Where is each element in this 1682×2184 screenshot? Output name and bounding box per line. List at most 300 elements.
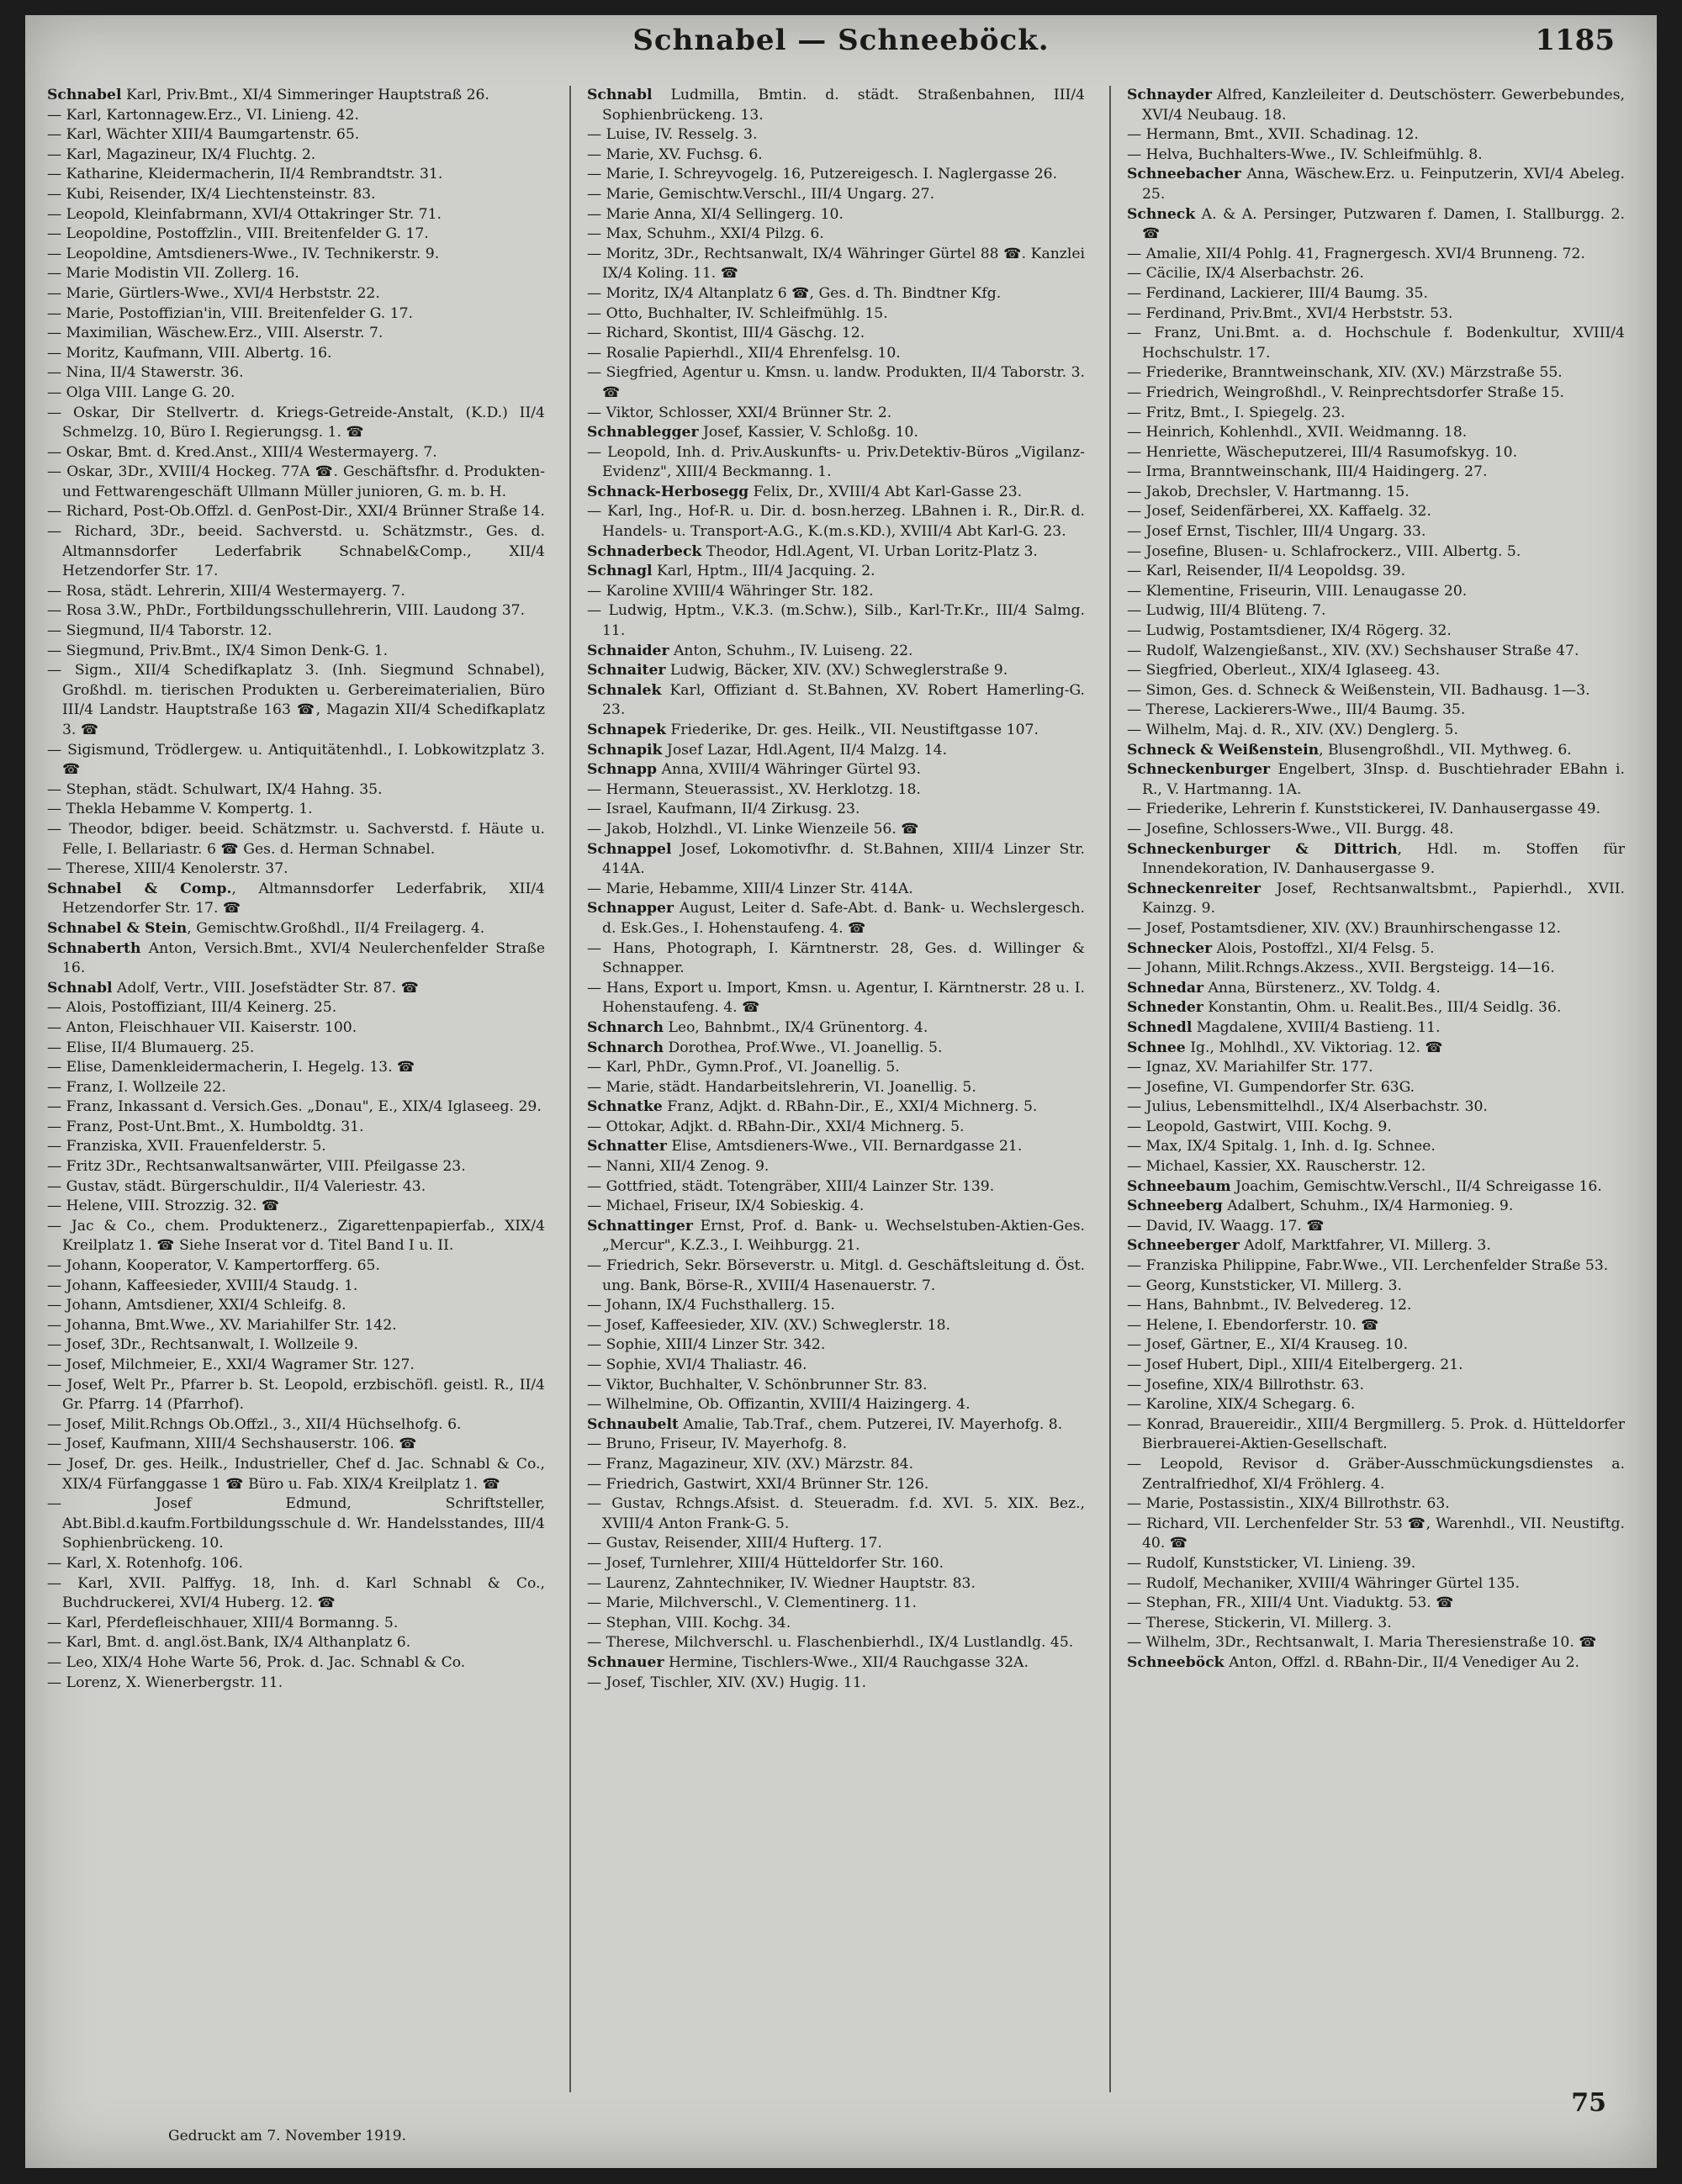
directory-entry [587, 681, 1085, 721]
directory-entry [1127, 1058, 1625, 1078]
directory-entry [587, 185, 1085, 205]
entry-text: — David, IV. Waagg. 17. ☎ [1127, 1217, 1325, 1235]
entry-text: Karl, Offiziant d. St.Bahnen, XV. Robert Hamerling-G. 23. [602, 681, 1085, 719]
page-number: 1185 [1535, 24, 1615, 57]
entry-text: — Therese, Milchverschl. u. Flaschenbierhdl., IX/4 Lustlandlg. 45. [587, 1634, 1074, 1652]
directory-entry [1127, 1177, 1625, 1198]
directory-entry [47, 1574, 545, 1614]
entry-text: — Elise, II/4 Blumauerg. 25. [47, 1039, 255, 1056]
entry-text: — Sophie, XVI/4 Thaliastr. 46. [587, 1356, 807, 1373]
directory-entry [587, 1296, 1085, 1316]
directory-entry [587, 1395, 1085, 1415]
entry-text: — Helene, VIII. Strozzig. 32. ☎ [47, 1198, 280, 1215]
entry-surname: Schnaubelt [587, 1415, 679, 1433]
entry-text: — Josef, Welt Pr., Pfarrer b. St. Leopold, erzbischöfl. geistl. R., II/4 Gr. Pfarrg. 14 (Pfarrhof). [47, 1376, 545, 1414]
directory-entry [587, 1674, 1085, 1694]
directory-entry [47, 661, 545, 740]
entry-text: Ludwig, Bäcker, XIV. (XV.) Schweglerstraße 9. [665, 662, 1008, 680]
entry-text: Alois, Postoffzl., XI/4 Felsg. 5. [1212, 939, 1435, 957]
entry-text: — Stephan, städt. Schulwart, IX/4 Hahng. 35. [47, 780, 383, 798]
entry-text: — Josef, Turnlehrer, XIII/4 Hütteldorfer Str. 160. [587, 1554, 944, 1572]
directory-entry [47, 522, 545, 582]
directory-entry [47, 1356, 545, 1376]
entry-text: — Thekla Hebamme V. Kompertg. 1. [47, 801, 313, 818]
entry-text: — Josef, Seidenfärberei, XX. Kaffaelg. 32. [1127, 503, 1431, 521]
entry-text: Magdalene, XVIII/4 Bastieng. 11. [1192, 1018, 1441, 1036]
entry-text: Ludmilla, Bmtin. d. städt. Straßenbahnen, III/4 Sophienbrückeng. 13. [602, 87, 1085, 124]
entry-text: — Ottokar, Adjkt. d. RBahn-Dir., XXI/4 Michnerg. 5. [587, 1118, 965, 1135]
entry-text: — Jac & Co., chem. Produktenerz., Zigarettenpapierfab., XIX/4 Kreilplatz 1. ☎ Siehe Inserat vor d. Titel Band I u. II. [47, 1217, 545, 1255]
entry-text: — Josef, Tischler, XIV. (XV.) Hugig. 11. [587, 1674, 867, 1691]
entry-surname: Schnabel [47, 87, 122, 103]
directory-entry [47, 1633, 545, 1653]
directory-entry [587, 601, 1085, 641]
directory-entry [587, 1097, 1085, 1118]
directory-entry [47, 880, 545, 919]
entry-text: — Marie, I. Schreyvogelg. 16, Putzereigesch. I. Naglergasse 26. [587, 166, 1058, 183]
entry-surname: Schnabel & Comp. [47, 880, 232, 897]
directory-entry [1127, 284, 1625, 304]
directory-entry [1127, 1415, 1625, 1455]
directory-entry [47, 1455, 545, 1494]
entry-text: — Richard, VII. Lerchenfelder Str. 53 ☎, Warenhdl., VII. Neustiftg. 40. ☎ [1127, 1515, 1625, 1552]
entry-text: Franz, Adjkt. d. RBahn-Dir., E., XXI/4 Michnerg. 5. [662, 1098, 1038, 1116]
directory-entry [587, 820, 1085, 840]
directory-entry [1127, 1296, 1625, 1316]
entry-text: — Siegmund, II/4 Taborstr. 12. [47, 622, 272, 640]
entry-text: — Fritz 3Dr., Rechtsanwaltsanwärter, VIII. Pfeilgasse 23. [47, 1158, 466, 1176]
entry-text: , Altmannsdorfer Lederfabrik, XII/4 Hetzendorfer Str. 17. ☎ [62, 880, 545, 917]
entry-text: Ernst, Prof. d. Bank- u. Wechselstuben-Aktien-Ges. „Mercur", K.Z.3., I. Weihburgg. 21. [602, 1217, 1085, 1255]
entry-text: — Siegfried, Agentur u. Kmsn. u. landw. Produkten, II/4 Taborstr. 3. ☎ [587, 364, 1085, 401]
directory-entry [1127, 86, 1625, 125]
column-divider [569, 86, 571, 2092]
entry-text: Josef, Lokomotivfhr. d. St.Bahnen, XIII/4 Linzer Str. 414A. [602, 840, 1085, 878]
directory-entry [1127, 1236, 1625, 1256]
directory-entry [47, 939, 545, 979]
directory-entry [47, 820, 545, 859]
directory-entry [587, 1494, 1085, 1534]
entry-text: — Johann, Kaffeesieder, XVIII/4 Staudg. 1. [47, 1277, 358, 1294]
directory-entry [587, 1376, 1085, 1396]
directory-entry [1127, 1217, 1625, 1237]
entry-text: — Stephan, VIII. Kochg. 34. [587, 1614, 791, 1631]
entry-text: — Rosalie Papierhdl., XII/4 Ehrenfelsg. 10. [587, 344, 901, 362]
entry-surname: Schneeböck [1127, 1653, 1224, 1671]
entry-text: — Ludwig, Postamtsdiener, IX/4 Rögerg. 32. [1127, 622, 1452, 640]
directory-entry [587, 1118, 1085, 1138]
directory-entry [1127, 1455, 1625, 1494]
entry-text: — Richard, Skontist, III/4 Gäschg. 12. [587, 325, 865, 342]
directory-entry [1127, 483, 1625, 503]
directory-entry [1127, 959, 1625, 979]
directory-entry [47, 86, 545, 106]
entry-text: Josef, Kassier, V. Schloßg. 10. [698, 424, 918, 442]
entry-text: — Klementine, Friseurin, VIII. Lenaugasse 20. [1127, 582, 1468, 600]
entry-text: Elise, Amtsdieners-Wwe., VII. Bernardgasse 21. [666, 1138, 1023, 1155]
directory-entry [587, 145, 1085, 166]
entry-text: August, Leiter d. Safe-Abt. d. Bank- u. Wechslergesch. d. Esk.Ges., I. Hohenstaufeng. 4. ☎ [602, 900, 1085, 937]
entry-text: — Karl, XVII. Palffyg. 18, Inh. d. Karl Schnabl & Co., Buchdruckerei, XVI/4 Huberg. 12. ☎ [47, 1574, 545, 1612]
entry-text: — Marie, Milchverschl., V. Clementinerg. 11. [587, 1594, 917, 1612]
directory-entry [1127, 1197, 1625, 1217]
directory-entry [1127, 1039, 1625, 1059]
directory-entry [1127, 1157, 1625, 1177]
entry-text: — Max, IX/4 Spitalg. 1, Inh. d. Ig. Schnee. [1127, 1138, 1436, 1155]
entry-text: — Simon, Ges. d. Schneck & Weißenstein, VII. Badhausg. 1—3. [1127, 681, 1590, 699]
entry-text: — Josef, Kaufmann, XIII/4 Sechshauserstr. 106. ☎ [47, 1436, 417, 1453]
directory-entry [47, 1058, 545, 1078]
directory-entry [1127, 423, 1625, 443]
directory-entry [587, 1256, 1085, 1296]
entry-surname: Schnatter [587, 1138, 667, 1155]
directory-entry [587, 1177, 1085, 1198]
directory-page [25, 15, 1657, 2168]
entry-text: — Marie, XV. Fuchsg. 6. [587, 145, 763, 163]
directory-entry [1127, 1554, 1625, 1574]
directory-entry [1127, 840, 1625, 880]
directory-entry [1127, 1653, 1625, 1674]
directory-entry [587, 245, 1085, 284]
entry-text: — Franz, I. Wollzeile 22. [47, 1078, 226, 1096]
directory-entry [47, 1653, 545, 1674]
entry-text: — Friedrich, Weingroßhdl., V. Reinprechtsdorfer Straße 15. [1127, 383, 1565, 401]
column-1 [47, 86, 545, 2092]
entry-text: — Jakob, Holzhdl., VI. Linke Wienzeile 56. ☎ [587, 820, 919, 838]
entry-text: — Therese, Lackierers-Wwe., III/4 Baumg. 35. [1127, 701, 1466, 719]
entry-text: — Johanna, Bmt.Wwe., XV. Mariahilfer Str. 142. [47, 1316, 397, 1334]
entry-text: — Leopoldine, Amtsdieners-Wwe., IV. Technikerstr. 9. [47, 245, 440, 262]
directory-entry [47, 205, 545, 225]
entry-text: — Wilhelm, 3Dr., Rechtsanwalt, I. Maria Theresienstraße 10. ☎ [1127, 1634, 1597, 1652]
entry-text: — Marie, städt. Handarbeitslehrerin, VI. Joanellig. 5. [587, 1078, 976, 1096]
directory-entry [1127, 562, 1625, 582]
entry-text: — Gottfried, städt. Totengräber, XIII/4 Lainzer Str. 139. [587, 1177, 995, 1195]
entry-text: — Richard, 3Dr., beeid. Sachverstd. u. Schätzmstr., Ges. d. Altmannsdorfer Lederfabrik Schnabel&Comp., XII/4 Hetzendorfer Str. 17. [47, 523, 545, 580]
entry-text: Karl, Priv.Bmt., XI/4 Simmeringer Hauptstraß 26. [121, 87, 489, 103]
entry-text: — Franz, Uni.Bmt. a. d. Hochschule f. Bodenkultur, XVIII/4 Hochschulstr. 17. [1127, 325, 1625, 362]
directory-entry [587, 1356, 1085, 1376]
page-title: Schnabel — Schneeböck. [632, 24, 1050, 57]
entry-surname: Schnagl [587, 563, 653, 580]
entry-text: — Josef, Gärtner, E., XI/4 Krauseg. 10. [1127, 1336, 1408, 1354]
directory-entry [47, 1277, 545, 1297]
entry-text: — Konrad, Brauereidir., XIII/4 Bergmillerg. 5. Prok. d. Hütteldorfer Bierbrauerei-Aktien-Gesellschaft. [1127, 1415, 1625, 1453]
directory-entry [47, 165, 545, 185]
directory-entry [587, 880, 1085, 900]
directory-entry [47, 1137, 545, 1157]
entry-text: Friederike, Dr. ges. Heilk., VII. Neustiftgasse 107. [665, 722, 1039, 738]
entry-surname: Schneeberger [1127, 1237, 1240, 1255]
entry-text: — Johann, Amtsdiener, XXI/4 Schleifg. 8. [47, 1297, 346, 1314]
directory-entry [587, 1078, 1085, 1098]
directory-entry [587, 542, 1085, 563]
directory-entry [1127, 522, 1625, 542]
directory-entry [587, 1574, 1085, 1594]
entry-surname: Schnauer [587, 1653, 664, 1671]
directory-entry [587, 423, 1085, 443]
entry-text: — Viktor, Buchhalter, V. Schönbrunner Str. 83. [587, 1376, 928, 1393]
entry-text: Adolf, Marktfahrer, VI. Millerg. 3. [1239, 1237, 1491, 1255]
entry-surname: Schneck [1127, 205, 1196, 223]
directory-entry [1127, 701, 1625, 721]
directory-entry [1127, 582, 1625, 602]
entry-text: — Leopold, Kleinfabrmann, XVI/4 Ottakringer Str. 71. [47, 205, 442, 223]
directory-entry [587, 1018, 1085, 1039]
entry-text: — Karl, Bmt. d. angl.öst.Bank, IX/4 Althanplatz 6. [47, 1634, 411, 1652]
directory-entry [1127, 1335, 1625, 1356]
entry-surname: Schnecker [1127, 939, 1213, 957]
directory-entry [1127, 1256, 1625, 1277]
entry-text: — Josefine, Schlossers-Wwe., VII. Burgg. 48. [1127, 820, 1454, 838]
entry-text: Anna, XVIII/4 Währinger Gürtel 93. [657, 761, 921, 779]
entry-text: — Jakob, Drechsler, V. Hartmanng. 15. [1127, 483, 1410, 500]
directory-entry [587, 1554, 1085, 1574]
entry-text: Joachim, Gemischtw.Verschl., II/4 Schreigasse 16. [1230, 1177, 1602, 1195]
directory-entry [1127, 245, 1625, 265]
entry-surname: Schnapper [587, 900, 674, 917]
directory-entry [1127, 1633, 1625, 1653]
entry-text: — Karl, Kartonnagew.Erz., VI. Linieng. 42. [47, 106, 359, 124]
entry-text: — Friederike, Lehrerin f. Kunststickerei, IV. Danhausergasse 49. [1127, 801, 1601, 818]
directory-entry [1127, 125, 1625, 145]
entry-text: — Cäcilie, IX/4 Alserbachstr. 26. [1127, 265, 1364, 283]
directory-entry [1127, 760, 1625, 800]
directory-entry [587, 1197, 1085, 1217]
directory-entry [587, 344, 1085, 364]
entry-text: — Marie, Postoffizian'in, VIII. Breitenfelder G. 17. [47, 304, 414, 322]
entry-text: — Bruno, Friseur, IV. Mayerhofg. 8. [587, 1436, 848, 1453]
entry-surname: Schnatke [587, 1098, 663, 1116]
entry-text: — Maximilian, Wäschew.Erz., VIII. Alserstr. 7. [47, 325, 383, 342]
entry-text: — Therese, Stickerin, VI. Millerg. 3. [1127, 1614, 1392, 1631]
entry-text: Ig., Mohlhdl., XV. Viktoriag. 12. ☎ [1185, 1039, 1443, 1056]
entry-text: — Hermann, Steuerassist., XV. Herklotzg. 18. [587, 780, 921, 798]
entry-text: — Karl, X. Rotenhofg. 106. [47, 1554, 243, 1572]
directory-entry [1127, 601, 1625, 621]
entry-surname: Schnarch [587, 1039, 664, 1056]
entry-text: Hermine, Tischlers-Wwe., XII/4 Rauchgasse 32A. [664, 1653, 1029, 1671]
entry-text: , Hdl. m. Stoffen für Innendekoration, IV. Danhausergasse 9. [1142, 840, 1625, 878]
directory-entry [47, 245, 545, 265]
entry-text: — Leopoldine, Postoffzlin., VIII. Breitenfelder G. 17. [47, 225, 429, 243]
entry-surname: Schneder [1127, 999, 1203, 1017]
entry-text: — Hans, Photograph, I. Kärntnerstr. 28, Ges. d. Willinger & Schnapper. [587, 939, 1085, 977]
entry-text: — Franz, Inkassant d. Versich.Ges. „Donau", E., XIX/4 Iglaseeg. 29. [47, 1098, 542, 1116]
directory-entry [1127, 1097, 1625, 1118]
entry-text: — Siegmund, Priv.Bmt., IX/4 Simon Denk-G. 1. [47, 642, 389, 659]
entry-surname: Schnapek [587, 722, 666, 738]
entry-text: Amalie, Tab.Traf., chem. Putzerei, IV. Mayerhofg. 8. [678, 1415, 1063, 1433]
entry-text: — Hans, Bahnbmt., IV. Belvedereg. 12. [1127, 1297, 1412, 1314]
entry-text: — Therese, XIII/4 Kenolerstr. 37. [47, 860, 288, 878]
directory-entry [1127, 363, 1625, 383]
directory-entry [47, 404, 545, 443]
entry-text: — Anton, Fleischhauer VII. Kaiserstr. 100. [47, 1018, 357, 1036]
entry-text: Theodor, Hdl.Agent, VI. Urban Loritz-Platz 3. [701, 542, 1038, 560]
entry-text: — Leopold, Revisor d. Gräber-Ausschmückungsdienstes a. Zentralfriedhof, XI/4 Fröhlerg. 4. [1127, 1455, 1625, 1493]
directory-entry [47, 1415, 545, 1436]
directory-entry [1127, 721, 1625, 741]
entry-text: — Olga VIII. Lange G. 20. [47, 383, 235, 401]
directory-entry [1127, 1277, 1625, 1297]
directory-entry [587, 1633, 1085, 1653]
directory-entry [47, 463, 545, 502]
entry-text: — Max, Schuhm., XXI/4 Pilzg. 6. [587, 225, 824, 243]
entry-surname: Schneckenburger & Dittrich [1127, 840, 1398, 858]
directory-entry [587, 1217, 1085, 1256]
entry-text: — Josef, Milit.Rchngs Ob.Offzl., 3., XII/4 Hüchselhofg. 6. [47, 1415, 462, 1433]
entry-text: — Otto, Buchhalter, IV. Schleifmühlg. 15. [587, 304, 888, 322]
entry-text: Leo, Bahnbmt., IX/4 Grünentorg. 4. [664, 1018, 928, 1036]
directory-entry [47, 741, 545, 780]
directory-entry [587, 304, 1085, 325]
entry-text: — Moritz, Kaufmann, VIII. Albertg. 16. [47, 344, 332, 362]
entry-text: — Leopold, Gastwirt, VIII. Kochg. 9. [1127, 1118, 1392, 1135]
entry-text: — Elise, Damenkleidermacherin, I. Hegelg. 13. ☎ [47, 1059, 415, 1076]
entry-text: — Josefine, VI. Gumpendorfer Str. 63G. [1127, 1078, 1415, 1096]
directory-entry [1127, 998, 1625, 1018]
column-divider [1109, 86, 1111, 2092]
entry-text: Anton, Offzl. d. RBahn-Dir., II/4 Venediger Au 2. [1224, 1653, 1579, 1671]
entry-text: — Franz, Post-Unt.Bmt., X. Humboldtg. 31. [47, 1118, 364, 1135]
entry-text: — Marie, Hebamme, XIII/4 Linzer Str. 414A. [587, 880, 913, 897]
directory-entry [1127, 1515, 1625, 1554]
directory-entry [47, 344, 545, 364]
entry-text: — Julius, Lebensmittelhdl., IX/4 Alserbachstr. 30. [1127, 1098, 1488, 1116]
directory-entry [47, 363, 545, 383]
directory-entry [47, 125, 545, 145]
entry-text: — Karl, Magazineur, IX/4 Fluchtg. 2. [47, 145, 316, 163]
directory-entry [587, 502, 1085, 542]
column-3 [1127, 86, 1625, 2092]
entry-text: — Josef Ernst, Tischler, III/4 Ungarg. 33. [1127, 523, 1426, 541]
entry-text: — Karl, Ing., Hof-R. u. Dir. d. bosn.herzeg. LBahnen i. R., Dir.R. d. Handels- u. Transport-A.G., K.(m.s.KD.), XVIII/4 Abt Karl-G. 23. [587, 503, 1085, 541]
entry-text: — Michael, Kassier, XX. Rauscherstr. 12. [1127, 1158, 1426, 1176]
entry-text: — Wilhelmine, Ob. Offizantin, XVIII/4 Haizingerg. 4. [587, 1396, 971, 1414]
directory-entry [1127, 1118, 1625, 1138]
entry-surname: Schneck & Weißenstein [1127, 741, 1320, 759]
entry-text: — Franz, Magazineur, XIV. (XV.) Märzstr. 84. [587, 1455, 914, 1473]
directory-entry [587, 1157, 1085, 1177]
entry-text: — Johann, Kooperator, V. Kampertorfferg. 65. [47, 1257, 380, 1275]
entry-text: — Nina, II/4 Stawerstr. 36. [47, 364, 244, 382]
entry-text: — Marie, Gemischtw.Verschl., III/4 Ungarg. 27. [587, 185, 935, 203]
entry-text: — Leopold, Inh. d. Priv.Auskunfts- u. Priv.Detektiv-Büros „Vigilanz-Evidenz", XIII/4 Beckmanng. 1. [587, 443, 1085, 481]
directory-entry [1127, 1574, 1625, 1594]
entry-surname: Schnaider [587, 642, 669, 659]
entry-text: Anton, Schuhm., IV. Luiseng. 22. [669, 642, 913, 659]
directory-entry [47, 443, 545, 463]
directory-entry [587, 443, 1085, 483]
directory-entry [47, 106, 545, 126]
entry-text: — Ludwig, Hptm., V.K.3. (m.Schw.), Silb., Karl-Tr.Kr., III/4 Salmg. 11. [587, 602, 1085, 640]
directory-entry [47, 383, 545, 404]
entry-text: — Johann, Milit.Rchngs.Akzess., XVII. Bergsteigg. 14—16. [1127, 960, 1555, 977]
directory-entry [47, 919, 545, 939]
entry-text: — Oskar, Dir Stellvertr. d. Kriegs-Getreide-Anstalt, (K.D.) II/4 Schmelzg. 10, Büro I. Regierungsg. 1. ☎ [47, 404, 545, 442]
entry-text: — Viktor, Schlosser, XXI/4 Brünner Str. 2. [587, 404, 892, 421]
directory-entry [587, 225, 1085, 245]
entry-text: — Josef, 3Dr., Rechtsanwalt, I. Wollzeile 9. [47, 1336, 358, 1354]
entry-text: — Ludwig, III/4 Blüteng. 7. [1127, 602, 1326, 620]
directory-entry [587, 165, 1085, 185]
entry-text: — Marie Modistin VII. Zollerg. 16. [47, 265, 299, 283]
directory-entry [47, 979, 545, 999]
directory-entry [587, 1594, 1085, 1614]
entry-text: — Marie Anna, XI/4 Sellingerg. 10. [587, 205, 844, 223]
entry-text: — Karoline, XIX/4 Schegarg. 6. [1127, 1396, 1356, 1414]
directory-entry [587, 741, 1085, 761]
directory-entry [47, 601, 545, 621]
directory-entry [1127, 165, 1625, 204]
entry-text: — Moritz, IX/4 Altanplatz 6 ☎, Ges. d. Th. Bindtner Kfg. [587, 284, 1002, 302]
entry-text: — Heinrich, Kohlenhdl., XVII. Weidmanng. 18. [1127, 424, 1468, 442]
entry-text: — Josef Hubert, Dipl., XIII/4 Eitelbergerg. 21. [1127, 1356, 1463, 1373]
entry-text: — Oskar, Bmt. d. Kred.Anst., XIII/4 Westermayerg. 7. [47, 443, 437, 461]
directory-entry [47, 1018, 545, 1039]
directory-entry [1127, 661, 1625, 681]
entry-text: — Hermann, Bmt., XVII. Schadinag. 12. [1127, 126, 1419, 144]
entry-surname: Schnaderbeck [587, 542, 702, 560]
entry-text: , Blusengroßhdl., VII. Mythweg. 6. [1319, 741, 1572, 759]
directory-entry [587, 1058, 1085, 1078]
entry-surname: Schneckenburger [1127, 761, 1271, 779]
signature-mark: 75 [1571, 2088, 1606, 2118]
directory-entry [1127, 820, 1625, 840]
entry-text: — Siegfried, Oberleut., XIX/4 Iglaseeg. 43. [1127, 662, 1441, 680]
entry-text: — Karl, Wächter XIII/4 Baumgartenstr. 65. [47, 126, 360, 144]
directory-entry [47, 1376, 545, 1415]
entry-text: Alfred, Kanzleileiter d. Deutschösterr. Gewerbebundes, XVI/4 Neubaug. 18. [1142, 87, 1625, 124]
entry-surname: Schnabl [587, 87, 653, 103]
entry-text: Felix, Dr., XVIII/4 Abt Karl-Gasse 23. [748, 483, 1023, 500]
directory-entry [1127, 1137, 1625, 1157]
directory-entry [47, 1078, 545, 1098]
directory-entry [587, 1455, 1085, 1475]
directory-entry [587, 483, 1085, 503]
directory-entry [587, 661, 1085, 681]
entry-surname: Schnapik [587, 741, 663, 759]
entry-text: — Karl, PhDr., Gymn.Prof., VI. Joanellig. 5. [587, 1059, 900, 1076]
entry-text: — Josefine, XIX/4 Billrothstr. 63. [1127, 1376, 1364, 1393]
directory-entry [587, 86, 1085, 125]
entry-text: — Karl, Pferdefleischhauer, XIII/4 Bormanng. 5. [47, 1614, 399, 1631]
directory-entry [1127, 205, 1625, 245]
entry-text: — Sophie, XIII/4 Linzer Str. 342. [587, 1336, 826, 1354]
entry-text: Dorothea, Prof.Wwe., VI. Joanellig. 5. [664, 1039, 943, 1056]
entry-text: — Ignaz, XV. Mariahilfer Str. 177. [1127, 1059, 1373, 1076]
directory-entry [47, 1217, 545, 1256]
directory-entry [587, 205, 1085, 225]
directory-entry [47, 780, 545, 801]
directory-entry [587, 363, 1085, 403]
directory-entry [1127, 443, 1625, 463]
directory-entry [1127, 502, 1625, 522]
entry-text: — Ferdinand, Lackierer, III/4 Baumg. 35. [1127, 284, 1428, 302]
entry-text: — Franziska Philippine, Fabr.Wwe., VII. Lerchenfelder Straße 53. [1127, 1257, 1609, 1275]
directory-entry [47, 1494, 545, 1554]
entry-text: — Sigm., XII/4 Schedifkaplatz 3. (Inh. Siegmund Schnabel), Großhdl. m. tierischen Produkten u. Gerbereimaterialien, Büro III/4 Landstr. Hauptstraße 163 ☎, Magazin XII/4 Schedifkaplatz 3. ☎ [47, 662, 545, 738]
entry-surname: Schneeberg [1127, 1198, 1223, 1215]
directory-entry [587, 582, 1085, 602]
entry-text: — Josefine, Blusen- u. Schlafrockerz., VIII. Albertg. 5. [1127, 542, 1521, 560]
entry-text: — Josef, Postamtsdiener, XIV. (XV.) Braunhirschengasse 12. [1127, 919, 1561, 937]
entry-text: — Josef, Kaffeesieder, XIV. (XV.) Schweglerstr. 18. [587, 1316, 951, 1334]
directory-entry [1127, 880, 1625, 919]
entry-surname: Schnalek [587, 681, 662, 699]
directory-entry [47, 1118, 545, 1138]
